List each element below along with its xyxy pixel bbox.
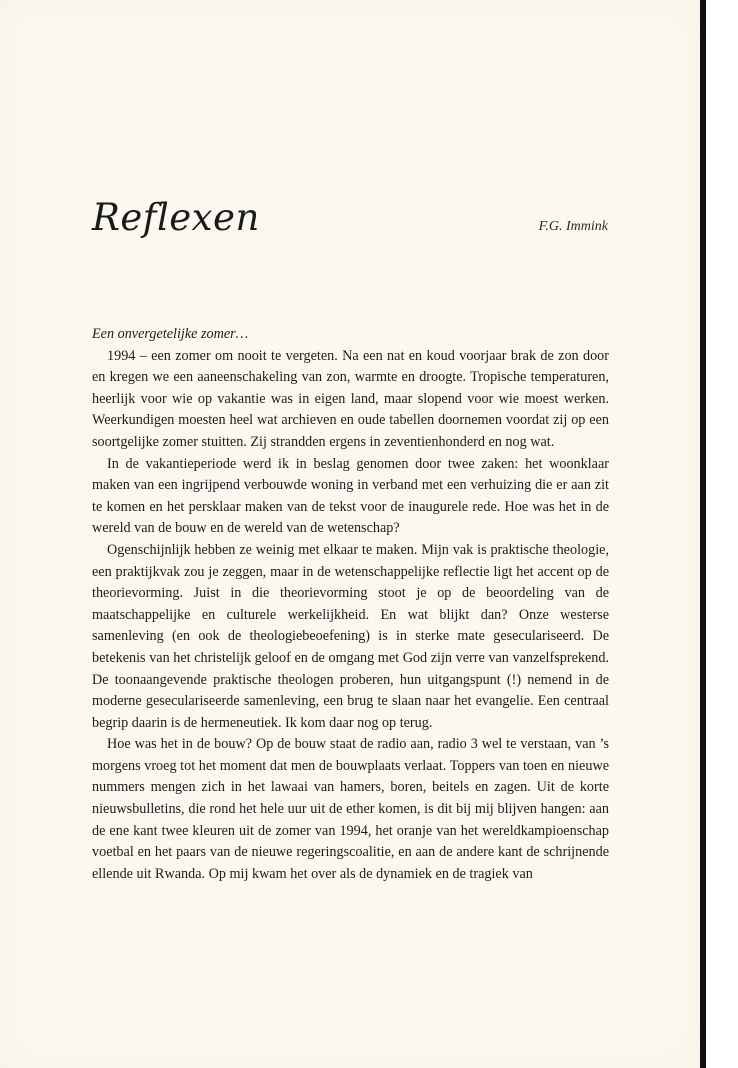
author-name: F.G. Immink (538, 219, 608, 234)
paragraph-1: 1994 – een zomer om nooit te vergeten. Na een nat en koud voorjaar brak de zon door en kregen we een aaneenschakeling van zon, warmte en droogte. Tropische temperaturen, heerlijk voor wie op vakantie was in eigen land, maar slopend voor wie moest werken. Weerkundigen moesten heel wat archieven en oude tabellen doornemen voordat zij op een soortgelijke zomer stuitten. Zij strandden ergens in zeventienhonderd en nog wat. (92, 347, 609, 450)
paragraph-3: Ogenschijnlijk hebben ze weinig met elkaar te maken. Mijn vak is praktische theologie, een praktijkvak zou je zeggen, maar in de wetenschappelijke reflectie ligt het accent op de theorievorming. Juist in die theorievorming stoot je op de beoordeling van de maatschappelijke en culturele werkelijkheid. En wat blijkt dan? Onze westerse samenleving (en ook de theologiebeoefening) is in sterke mate geseculariseerd. De betekenis van het christelijk geloof en de omgang met God zijn verre van vanzelfsprekend. De toonaangevende praktische theologen proberen, hun uitgangspunt (!) nemend in de moderne geseculariseerde samenleving, een brug te slaan naar het evangelie. Een centraal begrip daarin is de hermeneutiek. Ik kom daar nog op terug. (92, 541, 609, 731)
margin-background (706, 0, 738, 1068)
paragraph-4: Hoe was het in de bouw? Op de bouw staat de radio aan, radio 3 wel te verstaan, van ’s morgens vroeg tot het moment dat men de bouwplaats verlaat. Toppers van toen en nieuwe nummers mengen zich in het lawaai van hamers, boren, beitels en zagen. Uit de korte nieuwsbulletins, die rond het hele uur uit de ether komen, is dit bij mij blijven hangen: aan de ene kant twee kleuren uit de zomer van 1994, het oranje van het wereldkampioenschap voetbal en het paars van de nieuwe regeringscoalitie, en aan de andere kant de schrijnende ellende uit Rwanda. Op mij kwam het over als de dynamiek en de tragiek van (92, 736, 609, 882)
article-body (92, 324, 609, 885)
article-title: Reflexen (92, 196, 260, 239)
paragraph-2: In de vakantieperiode werd ik in beslag genomen door twee zaken: het woonklaar maken van een ingrijpend verbouwde woning in verband met een verhuizing die er aan zit te komen en het persklaar maken van de tekst voor de inaugurele rede. Hoe was het in de wereld van de bouw en de wereld van de wetenschap? (92, 455, 609, 537)
section-subheading: Een onvergetelijke zomer… (92, 326, 249, 342)
